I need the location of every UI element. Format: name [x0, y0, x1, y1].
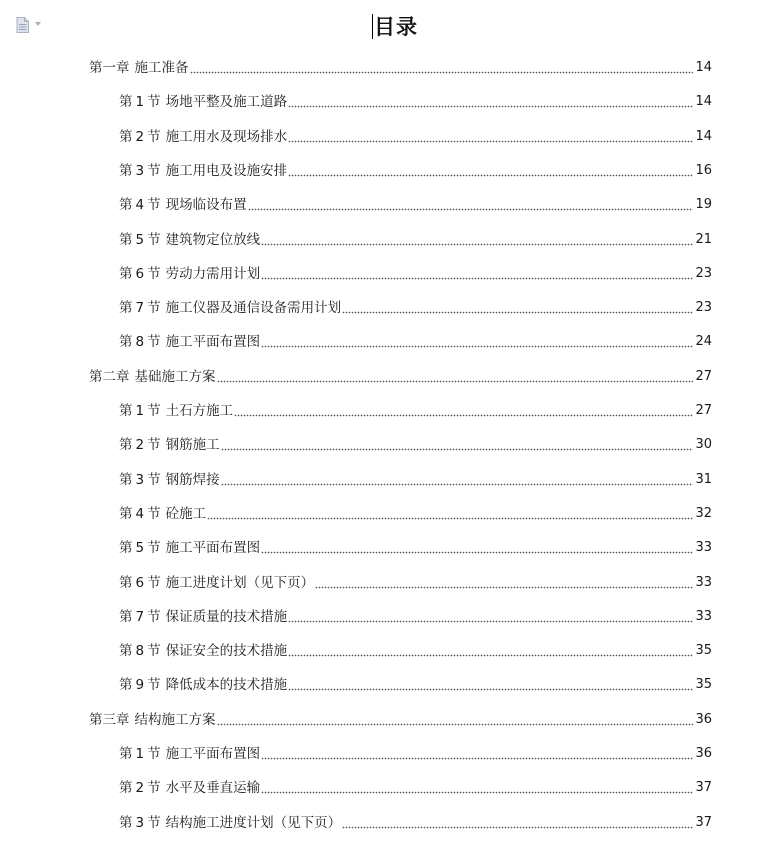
toc-entry-prefix: 第 [119, 334, 133, 351]
toc-row[interactable] [0, 291, 780, 325]
toc-section-entry[interactable] [119, 196, 712, 214]
toc-row[interactable] [0, 120, 780, 154]
toc-entry-prefix: 第 [119, 540, 133, 557]
toc-entry-label [119, 231, 260, 249]
toc-entry-prefix: 第一章 [89, 60, 130, 76]
toc-entry-suffix: 节 [147, 403, 161, 419]
toc-row[interactable] [0, 394, 780, 428]
toc-section-entry[interactable] [119, 779, 712, 797]
page-title: 目录 [374, 14, 418, 39]
toc-entry-label [119, 265, 260, 283]
toc-entry-suffix: 节 [147, 780, 161, 797]
dot-leader [207, 517, 693, 520]
toc-entry-title: 施工平面布置图 [165, 746, 261, 762]
toc-entry-title: 现场临设布置 [165, 197, 247, 214]
toc-page-number: 27 [695, 368, 712, 384]
toc-page-number: 21 [695, 231, 712, 247]
toc-entry-suffix: 节 [147, 746, 161, 762]
toc-entry-title: 保证质量的技术措施 [165, 608, 288, 625]
toc-section-entry[interactable] [119, 539, 712, 557]
toc-entry-label [119, 402, 233, 420]
toc-entry-title: 水平及垂直运输 [165, 780, 261, 797]
toc-entry-title: 结构施工方案 [134, 711, 216, 728]
toc-entry-label [89, 368, 216, 386]
dot-leader [288, 105, 693, 108]
toc-section-entry[interactable] [119, 608, 712, 626]
toc-entry-number: 1 [135, 94, 145, 111]
toc-entry-number: 1 [135, 403, 145, 419]
toc-section-entry[interactable] [119, 676, 712, 694]
toc-entry-suffix: 节 [147, 334, 161, 351]
toc-row[interactable] [0, 463, 780, 497]
toc-page-number: 33 [695, 574, 712, 590]
toc-section-entry[interactable] [119, 231, 712, 249]
toc-row[interactable] [0, 428, 780, 462]
toc-row[interactable] [0, 223, 780, 257]
text-cursor [372, 14, 373, 39]
toc-section-entry[interactable] [119, 333, 712, 351]
toc-section-entry[interactable] [119, 93, 712, 111]
toc-entry-suffix: 节 [147, 608, 161, 625]
toc-section-entry[interactable] [119, 471, 712, 489]
toc-page-number: 14 [695, 60, 712, 75]
toc-entry-prefix: 第 [119, 403, 133, 419]
dot-leader [288, 174, 693, 177]
toc-entry-label [119, 128, 287, 146]
toc-page-number: 37 [695, 780, 712, 796]
toc-entry-number: 6 [135, 265, 145, 282]
toc-row[interactable] [0, 85, 780, 119]
toc-entry-number: 8 [135, 643, 145, 660]
toc-entry-label [119, 436, 220, 454]
toc-entry-prefix: 第 [119, 677, 133, 694]
toc-entry-prefix: 第 [119, 505, 133, 522]
dot-leader [288, 620, 693, 623]
toc-row[interactable] [0, 531, 780, 565]
dot-leader [190, 71, 694, 74]
toc-section-entry[interactable] [119, 505, 712, 523]
toc-page-number: 14 [695, 94, 712, 110]
toc-section-entry[interactable] [119, 642, 712, 660]
toc-entry-suffix: 节 [147, 162, 161, 179]
toc-entry-title: 施工进度计划（见下页） [165, 574, 315, 591]
toc-entry-number: 5 [135, 231, 145, 248]
toc-entry-title: 土石方施工 [165, 403, 234, 419]
toc-entry-suffix: 节 [147, 574, 161, 591]
toc-entry-label [119, 299, 341, 317]
toc-entry-label [119, 333, 260, 351]
toc-page-number: 23 [695, 300, 712, 316]
toc-entry-suffix: 节 [147, 814, 161, 831]
dot-leader [217, 380, 694, 383]
toc-entry-label [89, 59, 189, 77]
dot-leader [342, 311, 693, 314]
toc-entry-title: 施工用电及设施安排 [165, 162, 288, 179]
toc-entry-prefix: 第 [119, 643, 133, 660]
toc-chapter-entry[interactable] [89, 59, 712, 77]
toc-entry-title: 场地平整及施工道路 [165, 94, 288, 111]
dot-leader [221, 448, 694, 451]
toc-entry-suffix: 节 [147, 437, 161, 454]
toc-page-number: 14 [695, 128, 712, 144]
toc-section-entry[interactable] [119, 299, 712, 317]
toc-row[interactable] [0, 634, 780, 668]
toc-entry-title: 砼施工 [165, 505, 207, 522]
toc-entry-number: 8 [135, 334, 145, 351]
document-icon[interactable] [16, 17, 29, 33]
toc-entry-number: 4 [135, 197, 145, 214]
toc-page-number: 33 [695, 608, 712, 624]
toc-page-number: 36 [695, 746, 712, 761]
toc-row[interactable] [0, 703, 780, 737]
toc-entry-number: 3 [135, 814, 145, 831]
toc-page-number: 23 [695, 265, 712, 281]
toc-row[interactable] [0, 600, 780, 634]
toc-entry-number: 3 [135, 162, 145, 179]
toc-page-number: 19 [695, 197, 712, 213]
toc-entry-title: 降低成本的技术措施 [165, 677, 288, 694]
toc-row[interactable] [0, 806, 780, 840]
toc-entry-number: 5 [135, 540, 145, 557]
toc-entry-prefix: 第 [119, 300, 133, 317]
toc-entry-prefix: 第 [119, 780, 133, 797]
toc-entry-prefix: 第 [119, 471, 133, 488]
dot-leader [261, 345, 693, 348]
toc-page-number: 35 [695, 677, 712, 693]
toc-row[interactable] [0, 566, 780, 600]
toc-entry-label [119, 93, 287, 111]
toc-page-number: 36 [695, 711, 712, 727]
toc-section-entry[interactable] [119, 162, 712, 180]
toc-entry-title: 施工准备 [134, 60, 189, 76]
dot-leader [261, 277, 693, 280]
toc-entry-title: 劳动力需用计划 [165, 265, 261, 282]
toc-row[interactable] [0, 668, 780, 702]
toc-entry-title: 保证安全的技术措施 [165, 643, 288, 660]
toc-row[interactable] [0, 737, 780, 771]
dot-leader [261, 243, 693, 246]
toc-entry-label [119, 779, 260, 797]
toc-entry-number: 7 [135, 300, 145, 317]
toc-chapter-entry[interactable] [89, 368, 712, 386]
toc-entry-label [119, 676, 287, 694]
toc-section-entry[interactable] [119, 436, 712, 454]
toc-section-entry[interactable] [119, 402, 712, 420]
toc-entry-number: 4 [135, 505, 145, 522]
toc-row[interactable] [0, 188, 780, 222]
toc-entry-prefix: 第 [119, 814, 133, 831]
toc-section-entry[interactable] [119, 745, 712, 763]
toc-entry-label [119, 574, 314, 592]
toc-page-number: 37 [695, 814, 712, 830]
toc-entry-prefix: 第 [119, 128, 133, 145]
toc-page-number: 32 [695, 505, 712, 521]
toc-row[interactable] [0, 497, 780, 531]
toc-entry-prefix: 第 [119, 608, 133, 625]
toc-entry-title: 施工用水及现场排水 [165, 128, 288, 145]
dot-leader [288, 140, 693, 143]
toc-entry-label [119, 539, 260, 557]
toc-entry-number: 6 [135, 574, 145, 591]
toc-entry-label [119, 608, 287, 626]
toc-entry-title: 基础施工方案 [134, 368, 216, 385]
dot-leader [221, 483, 694, 486]
dot-leader [261, 791, 693, 794]
toc-entry-label [119, 196, 247, 214]
toc-row[interactable] [0, 51, 780, 85]
chevron-down-icon[interactable] [35, 22, 41, 26]
toc-entry-number: 9 [135, 677, 145, 694]
toc-entry-suffix: 节 [147, 197, 161, 214]
dot-leader [261, 757, 693, 760]
dot-leader [234, 414, 693, 417]
dot-leader [261, 551, 693, 554]
toc-entry-number: 2 [135, 780, 145, 797]
dot-leader [342, 826, 693, 829]
toc-entry-label [119, 814, 341, 832]
toc-entry-label [119, 505, 206, 523]
toc-entry-prefix: 第 [119, 265, 133, 282]
toc-entry-suffix: 节 [147, 677, 161, 694]
dot-leader [288, 688, 693, 691]
toc-entry-title: 施工平面布置图 [165, 334, 261, 351]
toc-entry-suffix: 节 [147, 540, 161, 557]
toc-entry-prefix: 第 [119, 746, 133, 762]
toc-entry-number: 2 [135, 128, 145, 145]
toc-entry-prefix: 第 [119, 197, 133, 214]
toc-entry-prefix: 第三章 [89, 711, 130, 728]
toc-entry-title: 施工平面布置图 [165, 540, 261, 557]
toc-entry-number: 2 [135, 437, 145, 454]
toc-entry-title: 钢筋焊接 [165, 471, 220, 488]
toc-section-entry[interactable] [119, 574, 712, 592]
toc-entry-title: 建筑物定位放线 [165, 231, 261, 248]
toc-entry-title: 施工仪器及通信设备需用计划 [165, 300, 342, 317]
toc-entry-suffix: 节 [147, 265, 161, 282]
toc-entry-label [119, 471, 220, 489]
toc-entry-suffix: 节 [147, 300, 161, 317]
toc-entry-prefix: 第 [119, 231, 133, 248]
dot-leader [217, 723, 694, 726]
title-container [372, 12, 418, 40]
toc-entry-suffix: 节 [147, 505, 161, 522]
toc-entry-prefix: 第 [119, 94, 133, 111]
toc-section-entry[interactable] [119, 265, 712, 283]
toc-entry-label [89, 711, 216, 729]
dot-leader [288, 654, 693, 657]
toc-page-number: 31 [695, 471, 712, 487]
toc-section-entry[interactable] [119, 814, 712, 832]
toc-page-number: 16 [695, 162, 712, 178]
toc-entry-suffix: 节 [147, 231, 161, 248]
toc-entry-number: 1 [135, 746, 145, 762]
toc-page-number: 35 [695, 643, 712, 659]
toc-entry-prefix: 第二章 [89, 368, 130, 385]
toc-page-number: 30 [695, 437, 712, 453]
toc-row[interactable] [0, 325, 780, 359]
dot-leader [315, 586, 693, 589]
toc-entry-label [119, 162, 287, 180]
toc-entry-suffix: 节 [147, 128, 161, 145]
dot-leader [248, 208, 694, 211]
toc-section-entry[interactable] [119, 128, 712, 146]
toc-page-number: 24 [695, 334, 712, 350]
toc-page-number: 27 [695, 403, 712, 418]
toc-entry-title: 钢筋施工 [165, 437, 220, 454]
toc-entry-label [119, 745, 260, 763]
toc-row[interactable] [0, 154, 780, 188]
toc-row[interactable] [0, 257, 780, 291]
toc-entry-number: 7 [135, 608, 145, 625]
toc-entry-suffix: 节 [147, 94, 161, 111]
toc-page-number: 33 [695, 540, 712, 556]
toc-entry-suffix: 节 [147, 471, 161, 488]
toc-entry-prefix: 第 [119, 574, 133, 591]
toc-chapter-entry[interactable] [89, 711, 712, 729]
toc-entry-label [119, 642, 287, 660]
toc-entry-title: 结构施工进度计划（见下页） [165, 814, 342, 831]
toc-entry-prefix: 第 [119, 437, 133, 454]
toc-entry-number: 3 [135, 471, 145, 488]
toc-row[interactable] [0, 360, 780, 394]
toc-entry-prefix: 第 [119, 162, 133, 179]
toc-entry-suffix: 节 [147, 643, 161, 660]
toc-row[interactable] [0, 771, 780, 805]
